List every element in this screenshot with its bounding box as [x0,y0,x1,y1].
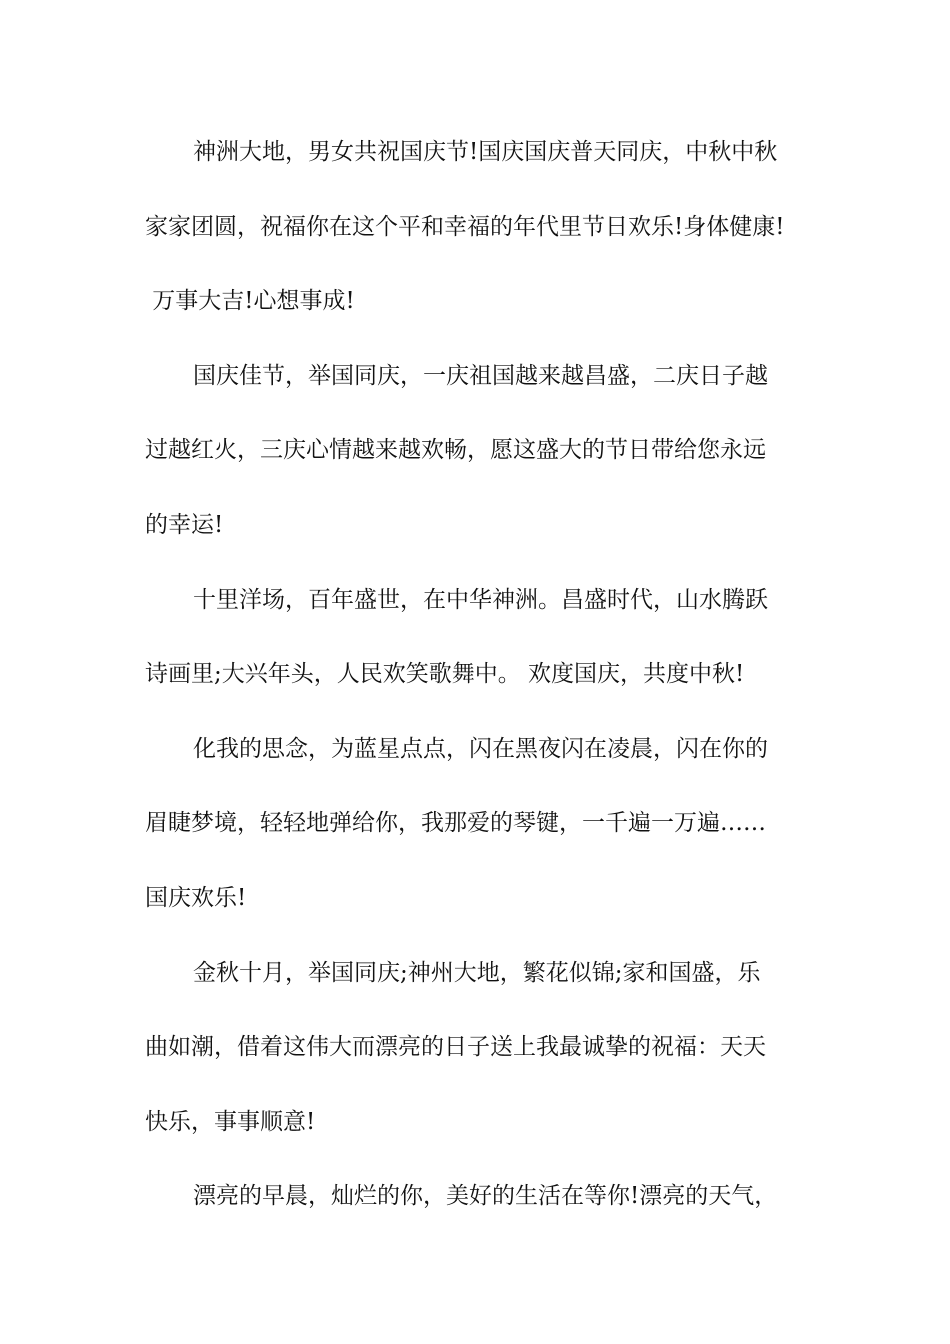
paragraph-3-line-2: 诗画里;大兴年头，人民欢笑歌舞中。 欢度国庆，共度中秋! [145,661,745,687]
paragraph-1-line-1: 神洲大地，男女共祝国庆节!国庆国庆普天同庆，中秋中秋 [193,139,778,165]
paragraph-5-line-1: 金秋十月，举国同庆;神州大地，繁花似锦;家和国盛，乐 [193,960,761,986]
paragraph-5-line-2: 曲如潮，借着这伟大而漂亮的日子送上我最诚挚的祝福：天天 [145,1034,766,1060]
paragraph-2-line-1: 国庆佳节，举国同庆，一庆祖国越来越昌盛，二庆日子越 [193,363,768,389]
paragraph-2-line-3: 的幸运! [145,512,224,538]
paragraph-6-line-1: 漂亮的早晨，灿烂的你，美好的生活在等你!漂亮的天气， [193,1183,778,1209]
paragraph-1-line-2: 家家团圆，祝福你在这个平和幸福的年代里节日欢乐!身体健康! [145,214,785,240]
paragraph-4-line-2: 眉睫梦境，轻轻地弹给你，我那爱的琴键，一千遍一万遍…… [145,810,766,836]
paragraph-3-line-1: 十里洋场，百年盛世，在中华神洲。昌盛时代，山水腾跃 [193,587,768,613]
paragraph-1-line-3: 万事大吉!心想事成! [145,288,355,314]
paragraph-5-line-3: 快乐，事事顺意! [145,1109,316,1135]
paragraph-4-line-3: 国庆欢乐! [145,885,247,911]
paragraph-4-line-1: 化我的思念，为蓝星点点，闪在黑夜闪在凌晨，闪在你的 [193,736,768,762]
paragraph-2-line-2: 过越红火，三庆心情越来越欢畅，愿这盛大的节日带给您永远 [145,437,766,463]
